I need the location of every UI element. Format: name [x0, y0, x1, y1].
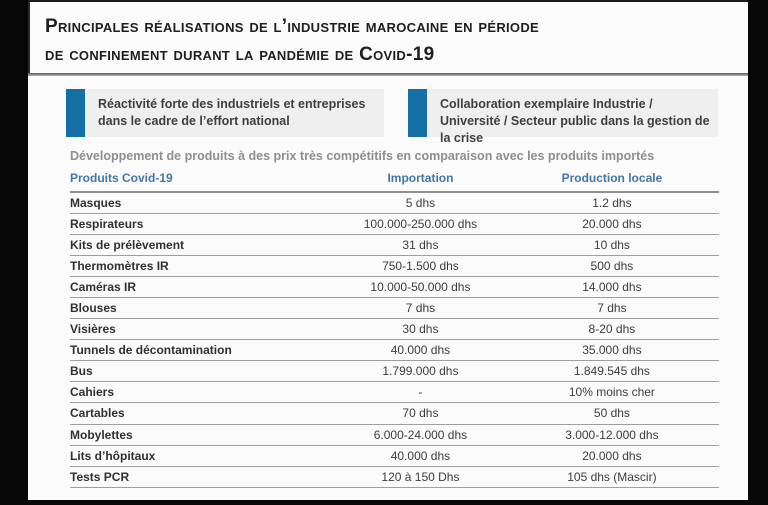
product-name: Bus: [70, 361, 336, 382]
product-name: Respirateurs: [70, 213, 336, 234]
product-name: Blouses: [70, 297, 336, 318]
production-locale-value: 10% moins cher: [505, 382, 719, 403]
production-locale-value: 10 dhs: [505, 234, 719, 255]
column-header-produits: Produits Covid-19: [70, 168, 336, 192]
title-divider: [28, 73, 748, 76]
importation-value: 10.000-50.000 dhs: [336, 276, 505, 297]
product-name: Kits de prélèvement: [70, 234, 336, 255]
table-row: [70, 255, 719, 276]
table-row: [70, 403, 719, 424]
production-locale-value: 8-20 dhs: [505, 319, 719, 340]
column-header-production-locale: Production locale: [505, 168, 719, 192]
table-row: [70, 340, 719, 361]
production-locale-value: 1.2 dhs: [505, 192, 719, 213]
production-locale-value: 20.000 dhs: [505, 445, 719, 466]
callout-collaboration: [408, 89, 718, 145]
table-caption: Développement de produits à des prix très compétitifs en comparaison avec les produits importés: [70, 149, 655, 163]
importation-value: 750-1.500 dhs: [336, 255, 505, 276]
production-locale-value: 1.849.545 dhs: [505, 361, 719, 382]
table-row: [70, 297, 719, 318]
table-row: [70, 445, 719, 466]
importation-value: 5 dhs: [336, 192, 505, 213]
production-locale-value: 105 dhs (Mascir): [505, 466, 719, 487]
importation-value: 6.000-24.000 dhs: [336, 424, 505, 445]
production-locale-value: 35.000 dhs: [505, 340, 719, 361]
product-name: Caméras IR: [70, 276, 336, 297]
callout-accent-bar: [408, 89, 427, 137]
product-name: Visières: [70, 319, 336, 340]
importation-value: 40.000 dhs: [336, 445, 505, 466]
callout-accent-bar: [66, 89, 85, 137]
table-row: [70, 466, 719, 487]
importation-value: 30 dhs: [336, 319, 505, 340]
product-name: Mobylettes: [70, 424, 336, 445]
product-name: Masques: [70, 192, 336, 213]
callout-reactivite: [66, 89, 384, 137]
production-locale-value: 14.000 dhs: [505, 276, 719, 297]
table-row: [70, 382, 719, 403]
importation-value: 1.799.000 dhs: [336, 361, 505, 382]
importation-value: 40.000 dhs: [336, 340, 505, 361]
table-row: [70, 424, 719, 445]
product-name: Thermomètres IR: [70, 255, 336, 276]
slide-title-line-2: de confinement durant la pandémie de Covid-19: [45, 44, 435, 65]
slide-title-line-1: Principales réalisations de l’industrie marocaine en période: [45, 16, 540, 37]
table-row: [70, 319, 719, 340]
product-name: Tests PCR: [70, 466, 336, 487]
callout-row: [66, 89, 718, 145]
importation-value: 120 à 150 Dhs: [336, 466, 505, 487]
production-locale-value: 7 dhs: [505, 297, 719, 318]
table-row: [70, 192, 719, 213]
presentation-slide: [28, 0, 748, 500]
table-row: [70, 213, 719, 234]
production-locale-value: 20.000 dhs: [505, 213, 719, 234]
importation-value: 100.000-250.000 dhs: [336, 213, 505, 234]
importation-value: 7 dhs: [336, 297, 505, 318]
importation-value: -: [336, 382, 505, 403]
callout-text: Réactivité forte des industriels et entreprises dans le cadre de l’effort national: [85, 89, 384, 137]
table-row: [70, 361, 719, 382]
column-header-importation: Importation: [336, 168, 505, 192]
importation-value: 31 dhs: [336, 234, 505, 255]
product-name: Cartables: [70, 403, 336, 424]
product-name: Lits d’hôpitaux: [70, 445, 336, 466]
covid-products-price-table: [70, 168, 719, 488]
production-locale-value: 500 dhs: [505, 255, 719, 276]
table-header-row: [70, 168, 719, 192]
product-name: Tunnels de décontamination: [70, 340, 336, 361]
production-locale-value: 50 dhs: [505, 403, 719, 424]
slide-title: [28, 2, 748, 73]
importation-value: 70 dhs: [336, 403, 505, 424]
product-name: Cahiers: [70, 382, 336, 403]
table-row: [70, 234, 719, 255]
callout-text: Collaboration exemplaire Industrie / Université / Secteur public dans la gestion de la crise: [427, 89, 718, 137]
table-row: [70, 276, 719, 297]
production-locale-value: 3.000-12.000 dhs: [505, 424, 719, 445]
